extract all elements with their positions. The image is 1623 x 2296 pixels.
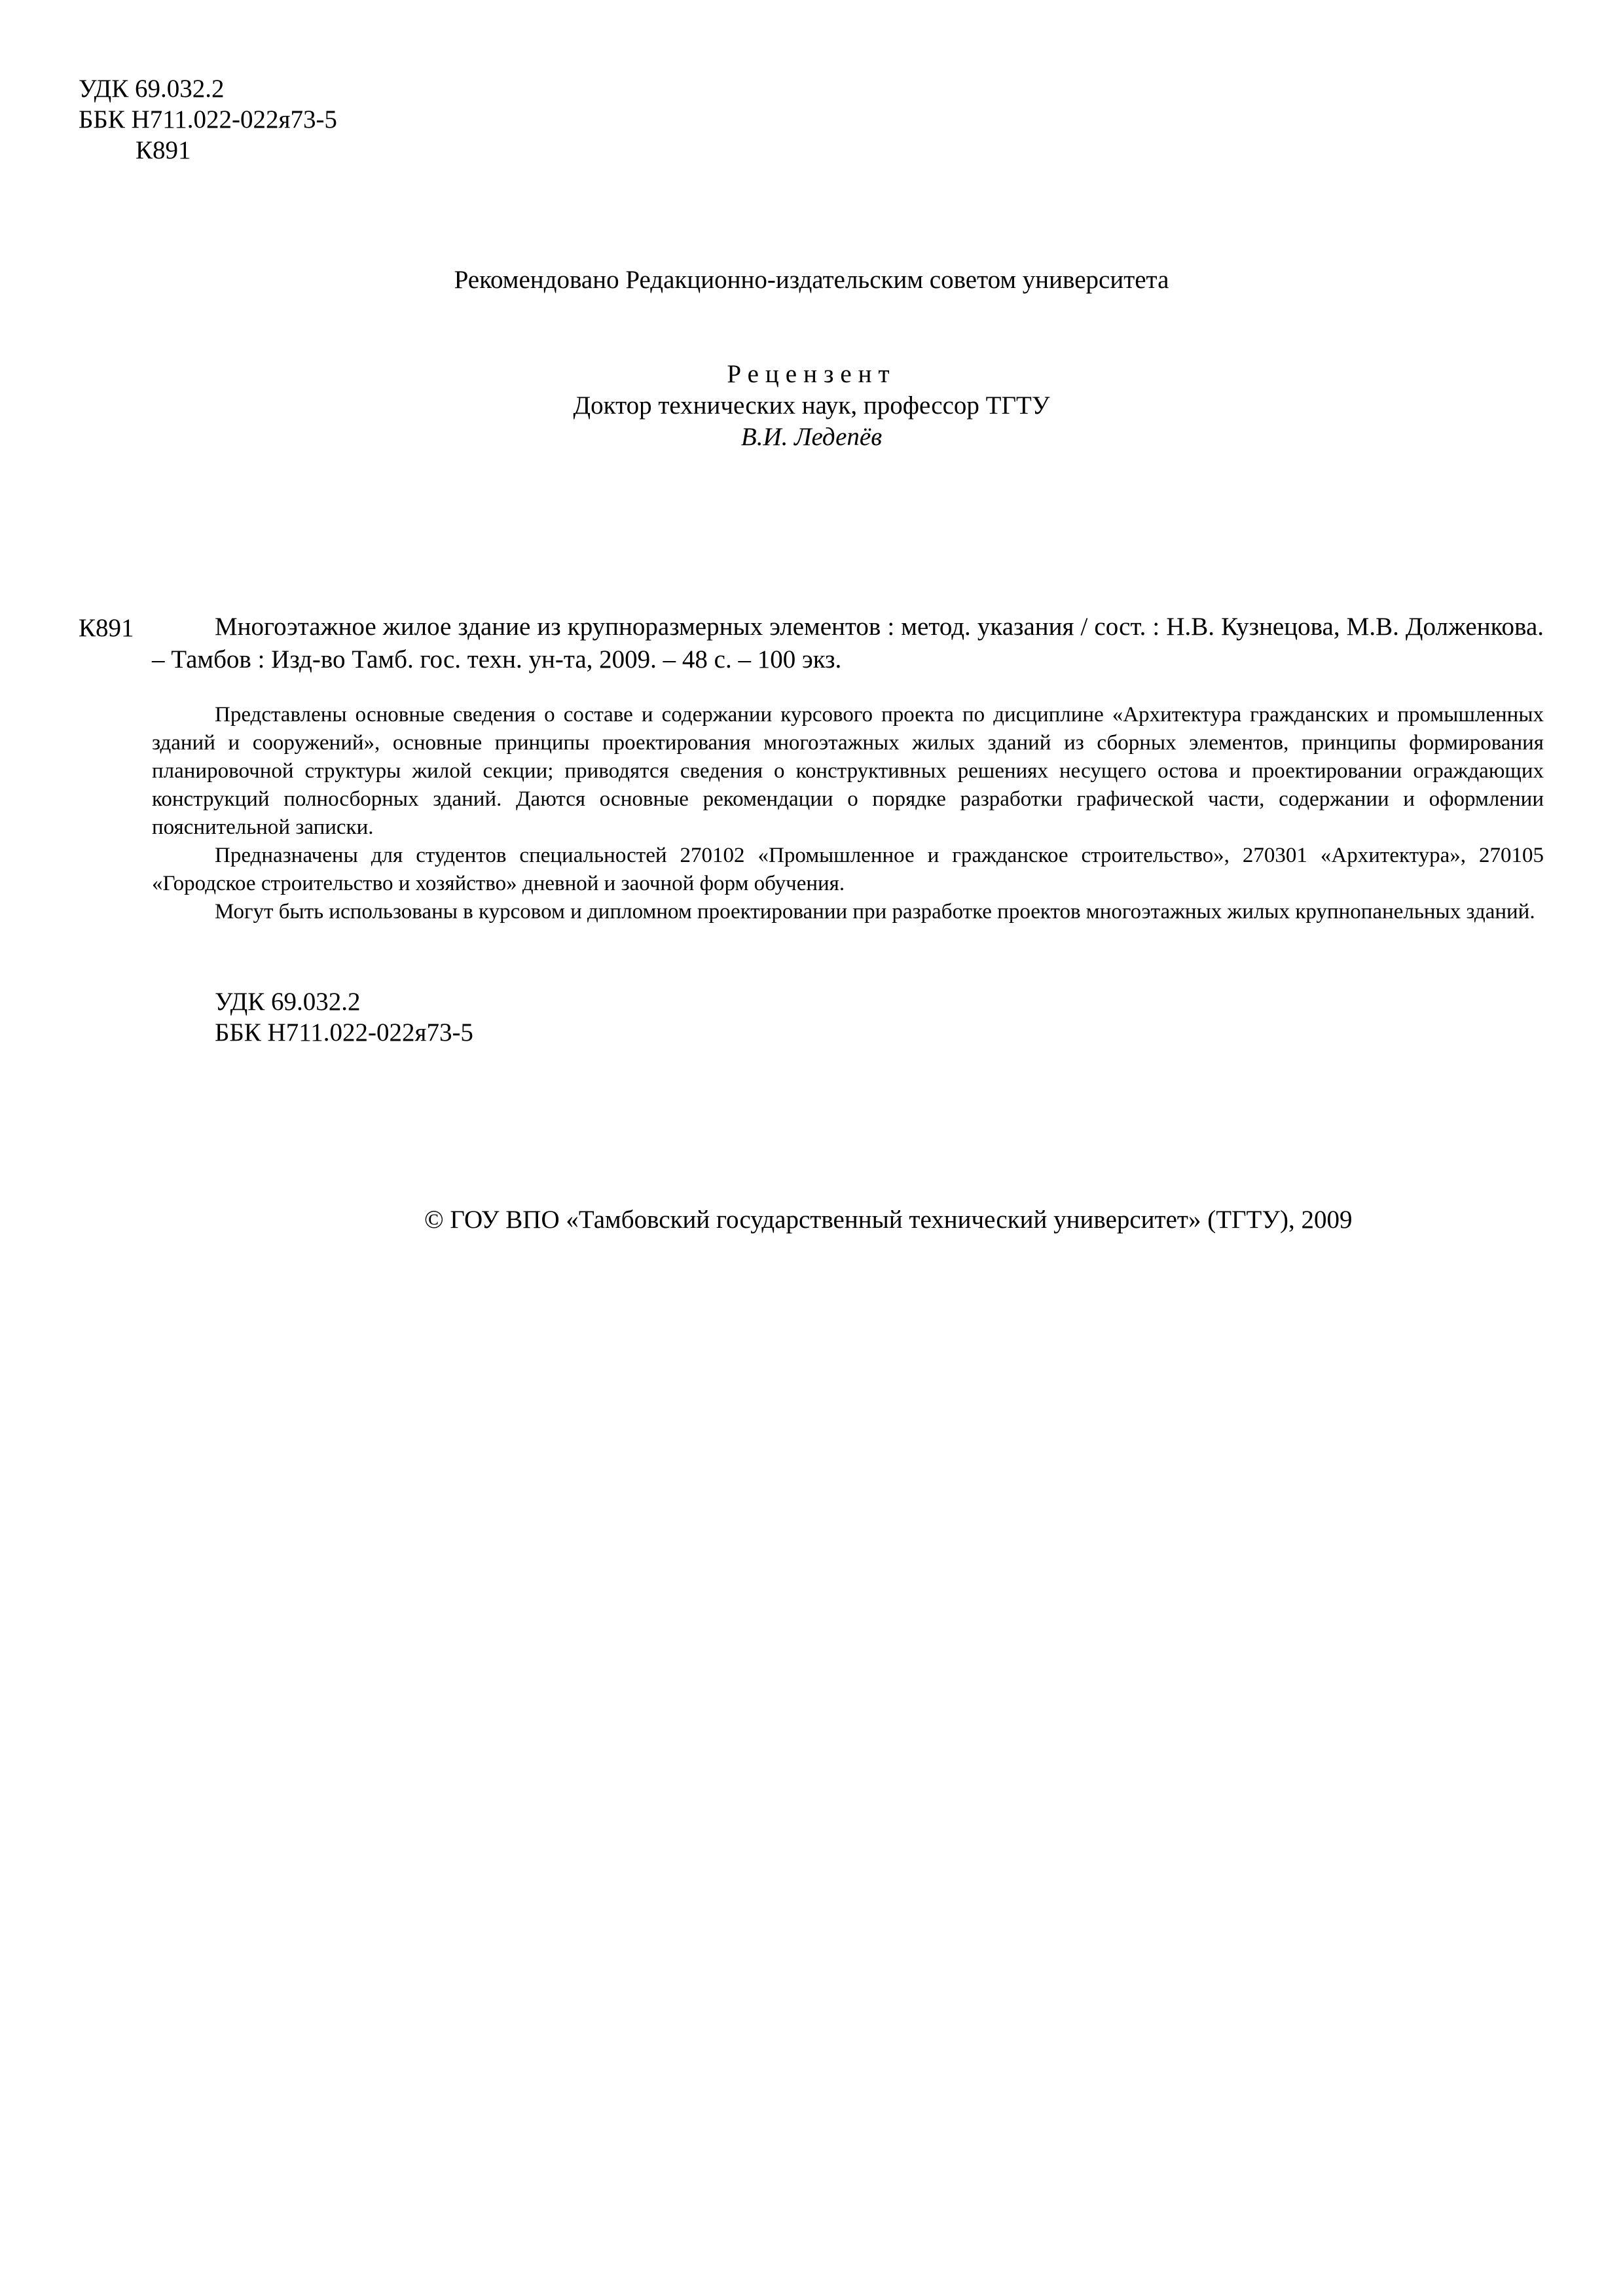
bibliographic-record (152, 611, 1544, 676)
udk-code: УДК 69.032.2 (79, 75, 225, 103)
classification-header (79, 73, 337, 166)
bibliography-cutter-mark: К891 (79, 614, 134, 642)
reviewer-block (0, 359, 1623, 453)
copyright-notice: © ГОУ ВПО «Тамбовский государственный технический университет» (ТГТУ), 2009 (424, 1206, 1353, 1234)
udk-code-bottom: УДК 69.032.2 (215, 988, 361, 1016)
recommendation-note: Рекомендовано Редакционно-издательским советом университета (454, 266, 1169, 294)
classification-footer (215, 986, 473, 1048)
reviewer-name: В.И. Ледепёв (740, 423, 883, 451)
cutter-mark: К891 (136, 136, 191, 164)
annotation-paragraph: Предназначены для студентов специальностей 270102 «Промышленное и гражданское строительство», 270301 «Архитектура», 270105 «Городское строительство и хозяйство» дневной и заочной форм обучения. (152, 844, 1544, 895)
annotation (152, 701, 1544, 926)
annotation-paragraph: Могут быть использованы в курсовом и дипломном проектировании при разработке проектов многоэтажных жилых крупнопанельных зданий. (215, 900, 1535, 924)
reviewer-position: Доктор технических наук, профессор ТГТУ (573, 391, 1050, 420)
annotation-paragraph: Представлены основные сведения о составе и содержании курсового проекта по дисциплине «Архитектура гражданских и промышленных зданий и сооружений», основные принципы проектирования многоэтажных жилых зданий из сборных элементов, принципы формирования планировочной структуры жилой секции; приводятся сведения о конструктивных решениях несущего остова и проектировании ограждающих конструкций полносборных зданий. Даются основные рекомендации о порядке разработки графической части, содержании и оформлении пояснительной записки. (152, 703, 1544, 839)
bbk-code-bottom: ББК Н711.022-022я73-5 (215, 1018, 473, 1047)
bibliographic-text: Многоэтажное жилое здание из крупноразмерных элементов : метод. указания / сост. : Н.В. Кузнецова, М.В. Долженкова. – Тамбов : Изд-во Тамб. гос. техн. ун-та, 2009. – 48 с. – 100 экз. (152, 613, 1544, 673)
reviewer-heading: Рецензент (727, 360, 896, 388)
bbk-code: ББК Н711.022-022я73-5 (79, 105, 337, 134)
